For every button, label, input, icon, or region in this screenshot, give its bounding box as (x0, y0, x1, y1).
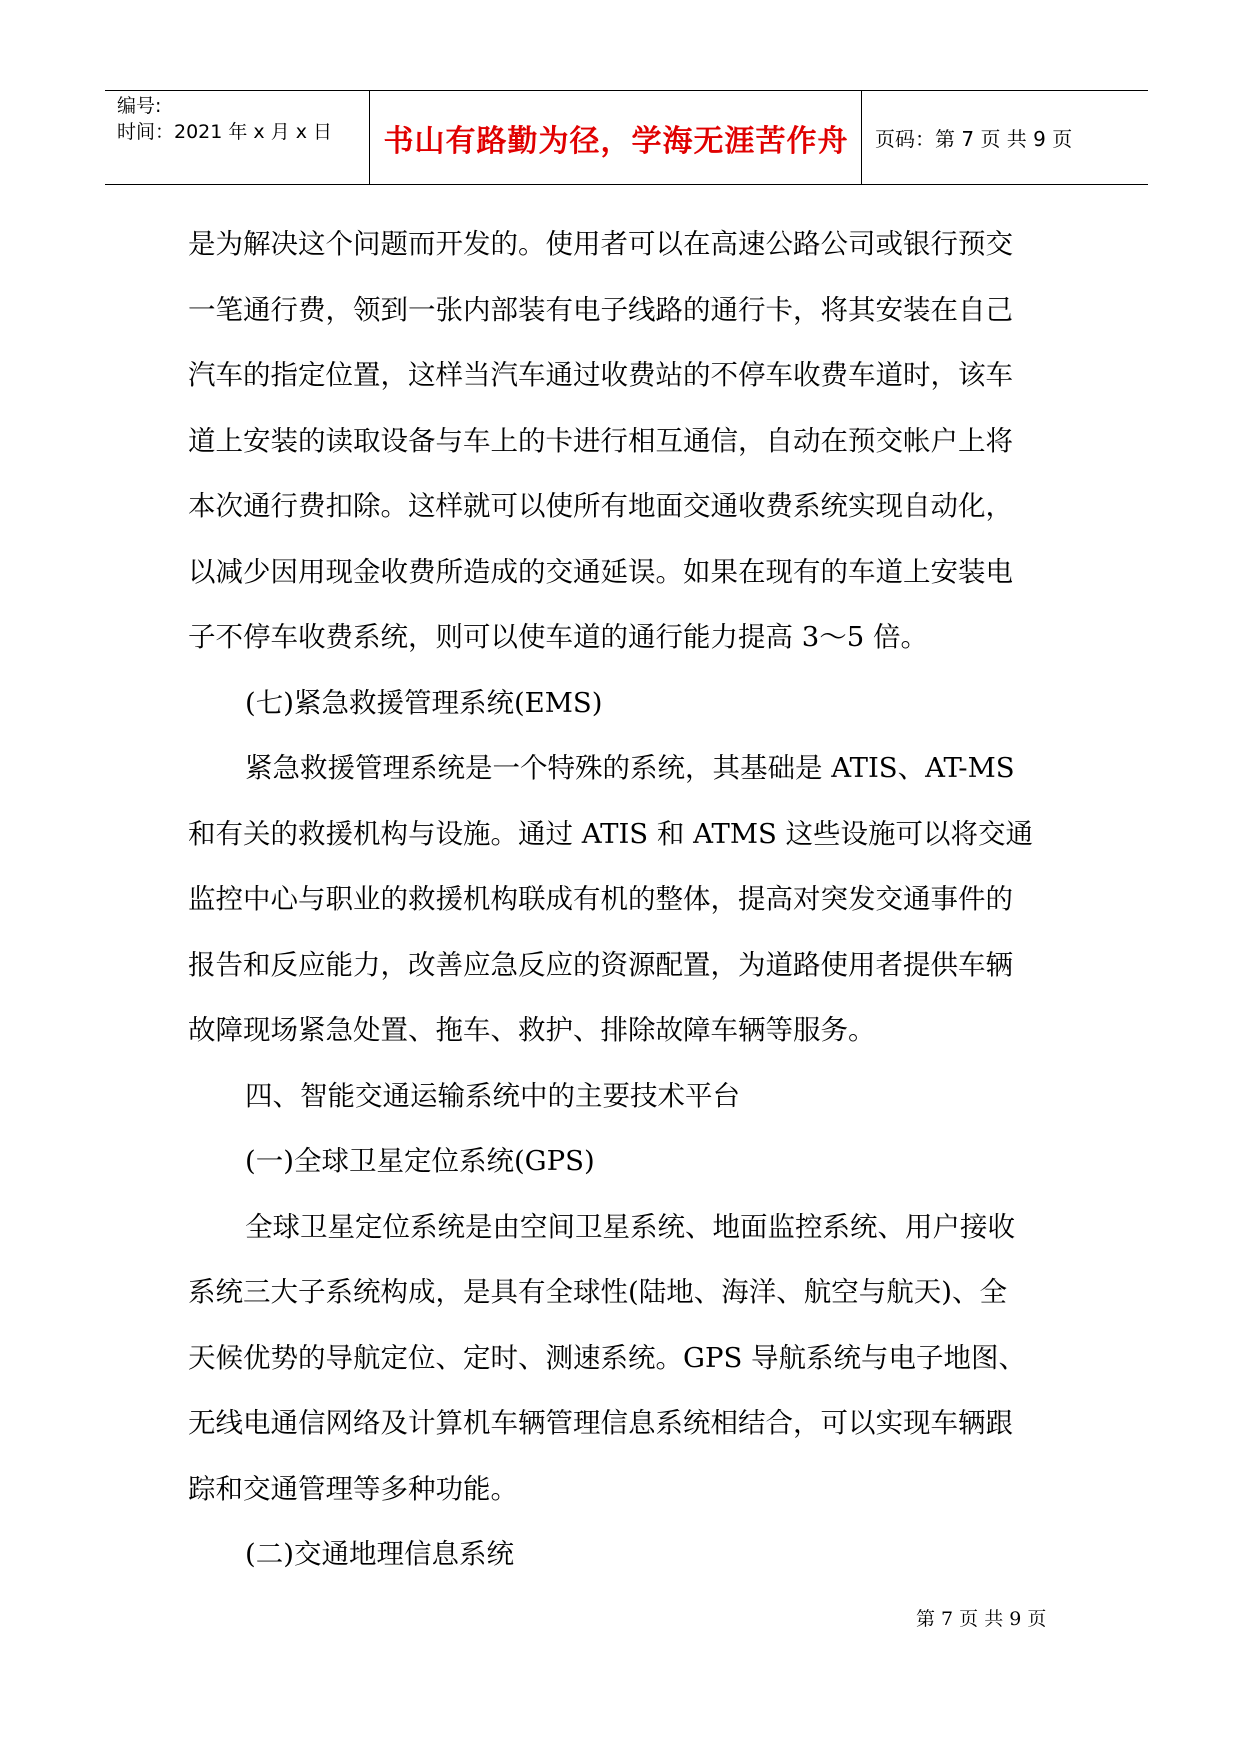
paragraph-line: 系统三大子系统构成，是具有全球性(陆地、海洋、航空与航天)、全 (188, 1276, 1007, 1308)
section-heading-platforms: 四、智能交通运输系统中的主要技术平台 (245, 1079, 740, 1112)
time-label: 时间：2021 年 x 月 x 日 (117, 121, 333, 143)
section-heading-ems: (七)紧急救援管理系统(EMS) (245, 686, 603, 719)
paragraph-line: 本次通行费扣除。这样就可以使所有地面交通收费系统实现自动化， (188, 490, 1013, 522)
paragraph-line: 天候优势的导航定位、定时、测速系统。GPS 导航系统与电子地图、 (188, 1341, 1027, 1374)
paragraph-line: 子不停车收费系统，则可以使车道的通行能力提高 3～5 倍。 (188, 621, 928, 653)
paragraph-line: 以减少因用现金收费所造成的交通延误。如果在现有的车道上安装电 (188, 555, 1013, 588)
section-heading-gps: (一)全球卫星定位系统(GPS) (245, 1145, 595, 1177)
paragraph-line: 踪和交通管理等多种功能。 (188, 1472, 518, 1505)
header-divider (861, 91, 862, 184)
header-divider (369, 91, 370, 184)
paragraph-line: 是为解决这个问题而开发的。使用者可以在高速公路公司或银行预交 (188, 228, 1013, 260)
paragraph-line: 汽车的指定位置，这样当汽车通过收费站的不停车收费车道时，该车 (188, 359, 1013, 391)
paragraph-line: 道上安装的读取设备与车上的卡进行相互通信，自动在预交帐户上将 (188, 424, 1013, 457)
paragraph-line: 一笔通行费，领到一张内部装有电子线路的通行卡，将其安装在自己 (188, 293, 1013, 326)
paragraph-line: 监控中心与职业的救援机构联成有机的整体，提高对突发交通事件的 (188, 883, 1013, 915)
section-heading-gis: (二)交通地理信息系统 (245, 1538, 514, 1570)
document-body (188, 212, 1073, 1588)
header-meta (117, 91, 367, 184)
serial-label: 编号: (117, 95, 162, 117)
paragraph-line: 紧急救援管理系统是一个特殊的系统，其基础是 ATIS、AT-MS (245, 752, 1015, 784)
paragraph-line: 报告和反应能力，改善应急反应的资源配置，为道路使用者提供车辆 (188, 948, 1013, 981)
paragraph-line: 无线电通信网络及计算机车辆管理信息系统相结合，可以实现车辆跟 (188, 1407, 1013, 1439)
paragraph-line: 全球卫星定位系统是由空间卫星系统、地面监控系统、用户接收 (245, 1210, 1015, 1243)
paragraph-line: 和有关的救援机构与设施。通过 ATIS 和 ATMS 这些设施可以将交通 (188, 817, 1034, 850)
header-page-label: 页码：第 7 页 共 9 页 (875, 127, 1073, 151)
page-footer: 第 7 页 共 9 页 (916, 1608, 1047, 1630)
paragraph-line: 故障现场紧急处置、拖车、救护、排除故障车辆等服务。 (188, 1014, 876, 1046)
motto-text: 书山有路勤为径，学海无涯苦作舟 (383, 123, 849, 159)
header-motto (371, 91, 861, 184)
page-header (105, 90, 1148, 185)
